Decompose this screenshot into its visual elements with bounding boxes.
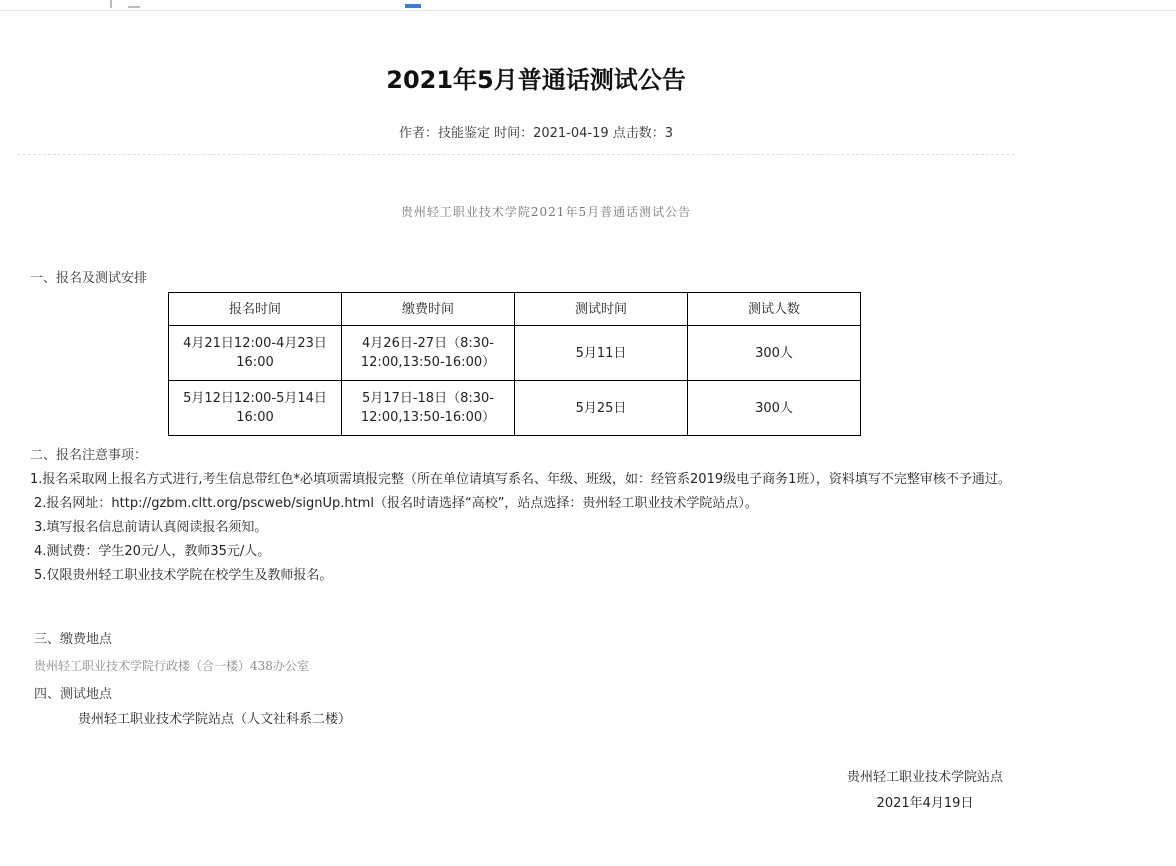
divider: [18, 154, 1014, 155]
section-heading-payment-location: 三、缴费地点: [34, 632, 113, 647]
test-location-text: 贵州轻工职业技术学院站点（人文社科系二楼）: [78, 712, 352, 727]
table-cell: 300人: [688, 381, 861, 436]
table-header-cell: 报名时间: [169, 293, 342, 326]
signature-date: 2021年4月19日: [876, 796, 974, 811]
table-cell: 5月11日: [515, 326, 688, 381]
table-row: [169, 381, 861, 436]
table-cell: 5月17日-18日（8:30-12:00,13:50-16:00）: [342, 381, 515, 436]
payment-location-text: 贵州轻工职业技术学院行政楼（合一楼）438办公室: [34, 659, 309, 673]
table-row: [169, 326, 861, 381]
table-cell: 5月12日12:00-5月14日16:00: [169, 381, 342, 436]
list-item: 2.报名网址：http://gzbm.cltt.org/pscweb/signUp.html（报名时请选择“高校”，站点选择：贵州轻工职业技术学院站点）。: [34, 496, 758, 511]
table-cell: 4月21日12:00-4月23日16:00: [169, 326, 342, 381]
article-meta: 作者：技能鉴定 时间：2021-04-19 点击数：3: [398, 126, 674, 141]
table-header-cell: 测试时间: [515, 293, 688, 326]
table-header-row: [169, 293, 861, 326]
section-heading-test-location: 四、测试地点: [34, 687, 113, 702]
list-item: 5.仅限贵州轻工职业技术学院在校学生及教师报名。: [34, 568, 333, 583]
top-bar-mark: [128, 6, 140, 8]
notes-list: [0, 470, 1030, 590]
table-header-cell: 测试人数: [688, 293, 861, 326]
article-header: [18, 60, 1014, 221]
table-cell: 300人: [688, 326, 861, 381]
top-bar-highlight[interactable]: [405, 4, 421, 8]
note-text: 1.报名采取网上报名方式进行,考生信息带红色*必填项需填报完整（所在单位请填写系名、年级、班级，如：经管系2019级电子商务1班），资料填写不完整审核不予通过。: [30, 472, 1011, 487]
schedule-table: [168, 292, 861, 436]
list-item: 3.填写报名信息前请认真阅读报名须知。: [34, 520, 268, 535]
top-bar-mark: [110, 0, 112, 8]
list-item: 4.测试费：学生20元/人，教师35元/人。: [34, 544, 271, 559]
list-item: [0, 470, 1030, 490]
table-header-cell: 缴费时间: [342, 293, 515, 326]
section-heading-notes: 二、报名注意事项：: [30, 448, 148, 463]
article-subtitle: 贵州轻工职业技术学院2021年5月普通话测试公告: [400, 205, 692, 219]
table-cell: 4月26日-27日（8:30-12:00,13:50-16:00）: [342, 326, 515, 381]
page-title: 2021年5月普通话测试公告: [386, 66, 686, 94]
section-heading-registration: 一、报名及测试安排: [30, 271, 148, 286]
table-cell: 5月25日: [515, 381, 688, 436]
top-bar: [0, 0, 1176, 11]
signature-block: [820, 765, 1030, 817]
signature-org: 贵州轻工职业技术学院站点: [846, 770, 1003, 785]
